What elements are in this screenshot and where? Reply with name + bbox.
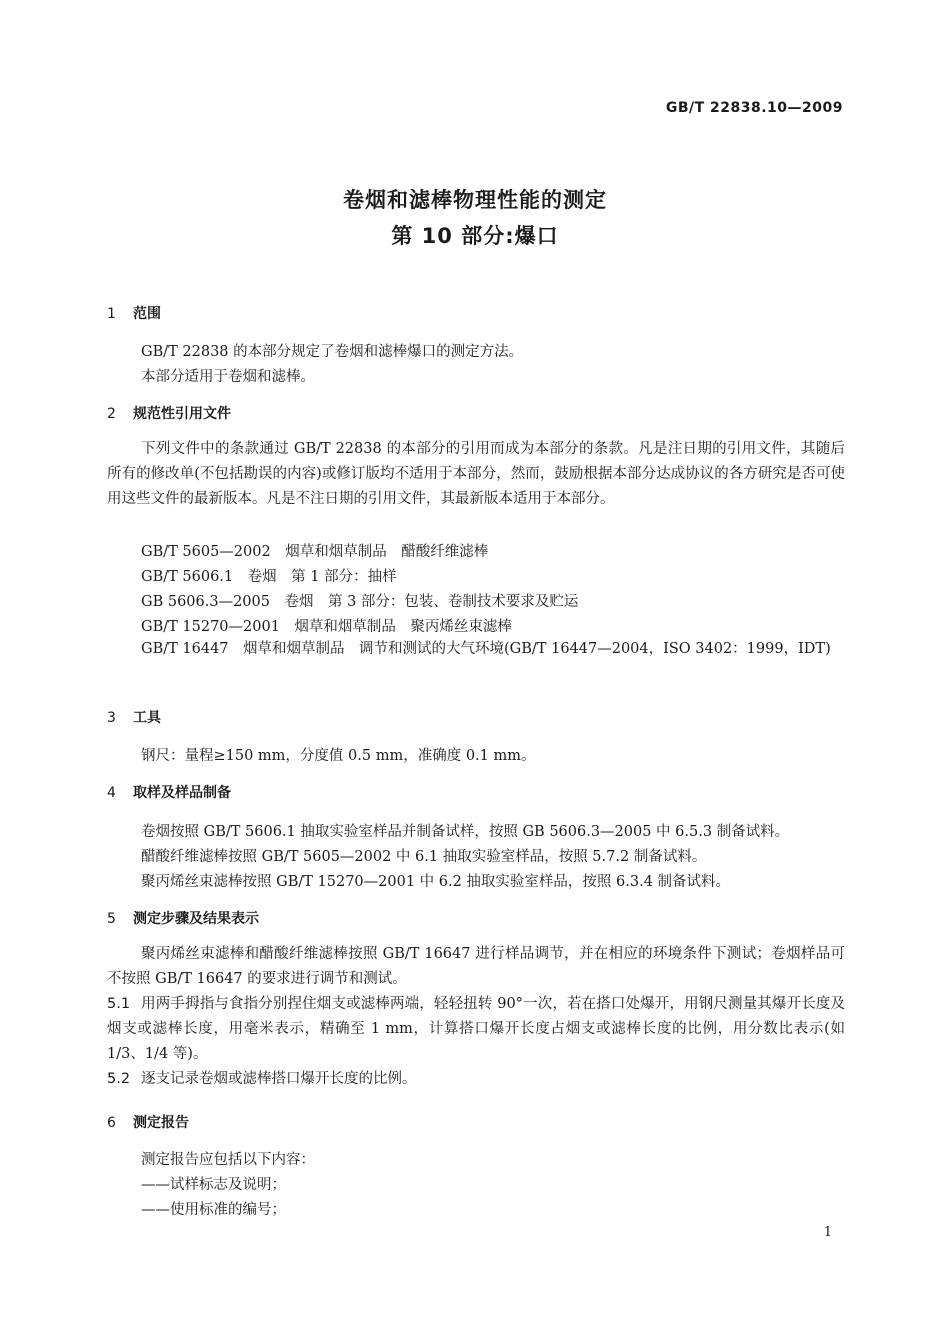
- section-number: 1: [107, 306, 116, 322]
- section-number: 3: [107, 710, 116, 726]
- standard-number: GB/T 22838.10—2009: [665, 100, 843, 116]
- reference-item: GB/T 5606.1 卷烟 第 1 部分：抽样: [141, 569, 397, 585]
- section-number: 5: [107, 911, 116, 927]
- section-3-heading: [107, 707, 161, 727]
- section-title: 测定步骤及结果表示: [133, 911, 259, 927]
- reference-item: GB/T 15270—2001 烟草和烟草制品 聚丙烯丝束滤棒: [141, 619, 512, 635]
- reference-item: GB/T 16447 烟草和烟草制品 调节和测试的大气环境(GB/T 16447—2004，ISO 3402：1999，IDT): [141, 641, 831, 657]
- page-number: 1: [823, 1225, 832, 1240]
- section-title: 工具: [133, 710, 161, 726]
- subsection-text: 用两手拇指与食指分别捏住烟支或滤棒两端，轻轻扭转 90°一次，若在搭口处爆开，用钢尺测量其爆开长度及烟支或滤棒长度，用毫米表示，精确至 1 mm，计算搭口爆开长度占烟支或滤棒长度的比例，用分数比表示(如 1/3、1/4 等)。: [107, 996, 845, 1062]
- section-number: 4: [107, 785, 116, 801]
- subsection-number: 5.2: [107, 1071, 131, 1087]
- section-title: 测定报告: [133, 1115, 189, 1131]
- reference-item: GB 5606.3—2005 卷烟 第 3 部分：包装、卷制技术要求及贮运: [141, 594, 579, 610]
- section-2-heading: [107, 403, 231, 423]
- subsection-number: 5.1: [107, 996, 131, 1012]
- section-1-paragraph: GB/T 22838 的本部分规定了卷烟和滤棒爆口的测定方法。: [141, 344, 524, 360]
- report-item: ——试样标志及说明；: [141, 1177, 286, 1193]
- section-4-heading: [107, 782, 231, 802]
- section-5-paragraph: 聚丙烯丝束滤棒和醋酸纤维滤棒按照 GB/T 16647 进行样品调节，并在相应的环境条件下测试；卷烟样品可不按照 GB/T 16647 的要求进行调节和测试。: [107, 946, 845, 987]
- section-2-intro: 下列文件中的条款通过 GB/T 22838 的本部分的引用而成为本部分的条款。凡是注日期的引用文件，其随后所有的修改单(不包括勘误的内容)或修订版均不适用于本部分，然而，鼓励根据本部分达成协议的各方研究是否可使用这些文件的最新版本。凡是不注日期的引用文件，其最新版本适用于本部分。: [107, 441, 845, 507]
- section-4-paragraph: 卷烟按照 GB/T 5606.1 抽取实验室样品并制备试样，按照 GB 5606.3—2005 中 6.5.3 制备试料。: [141, 824, 790, 840]
- section-5-1-paragraph: [107, 992, 845, 1067]
- section-title: 规范性引用文件: [133, 406, 231, 422]
- document-subtitle: 第 10 部分:爆口: [391, 224, 559, 248]
- section-title: 范围: [133, 306, 161, 322]
- section-5-heading: [107, 908, 259, 928]
- section-3-paragraph: 钢尺：量程≥150 mm，分度值 0.5 mm，准确度 0.1 mm。: [141, 748, 536, 764]
- section-4-paragraph: 聚丙烯丝束滤棒按照 GB/T 15270—2001 中 6.2 抽取实验室样品，按照 6.3.4 制备试料。: [141, 874, 731, 890]
- section-5-2-paragraph: [107, 1067, 845, 1092]
- report-item: ——使用标准的编号；: [141, 1202, 286, 1218]
- subsection-text: 逐支记录卷烟或滤棒搭口爆开长度的比例。: [141, 1071, 417, 1087]
- reference-item: GB/T 5605—2002 烟草和烟草制品 醋酸纤维滤棒: [141, 544, 489, 560]
- section-4-paragraph: 醋酸纤维滤棒按照 GB/T 5605—2002 中 6.1 抽取实验室样品，按照 5.7.2 制备试料。: [141, 849, 707, 865]
- section-6-heading: [107, 1112, 189, 1132]
- section-number: 6: [107, 1115, 116, 1131]
- section-6-paragraph: 测定报告应包括以下内容：: [141, 1152, 315, 1168]
- section-title: 取样及样品制备: [133, 785, 231, 801]
- section-1-heading: [107, 303, 161, 323]
- section-1-paragraph: 本部分适用于卷烟和滤棒。: [141, 369, 315, 385]
- section-number: 2: [107, 406, 116, 422]
- document-title: 卷烟和滤棒物理性能的测定: [343, 188, 607, 212]
